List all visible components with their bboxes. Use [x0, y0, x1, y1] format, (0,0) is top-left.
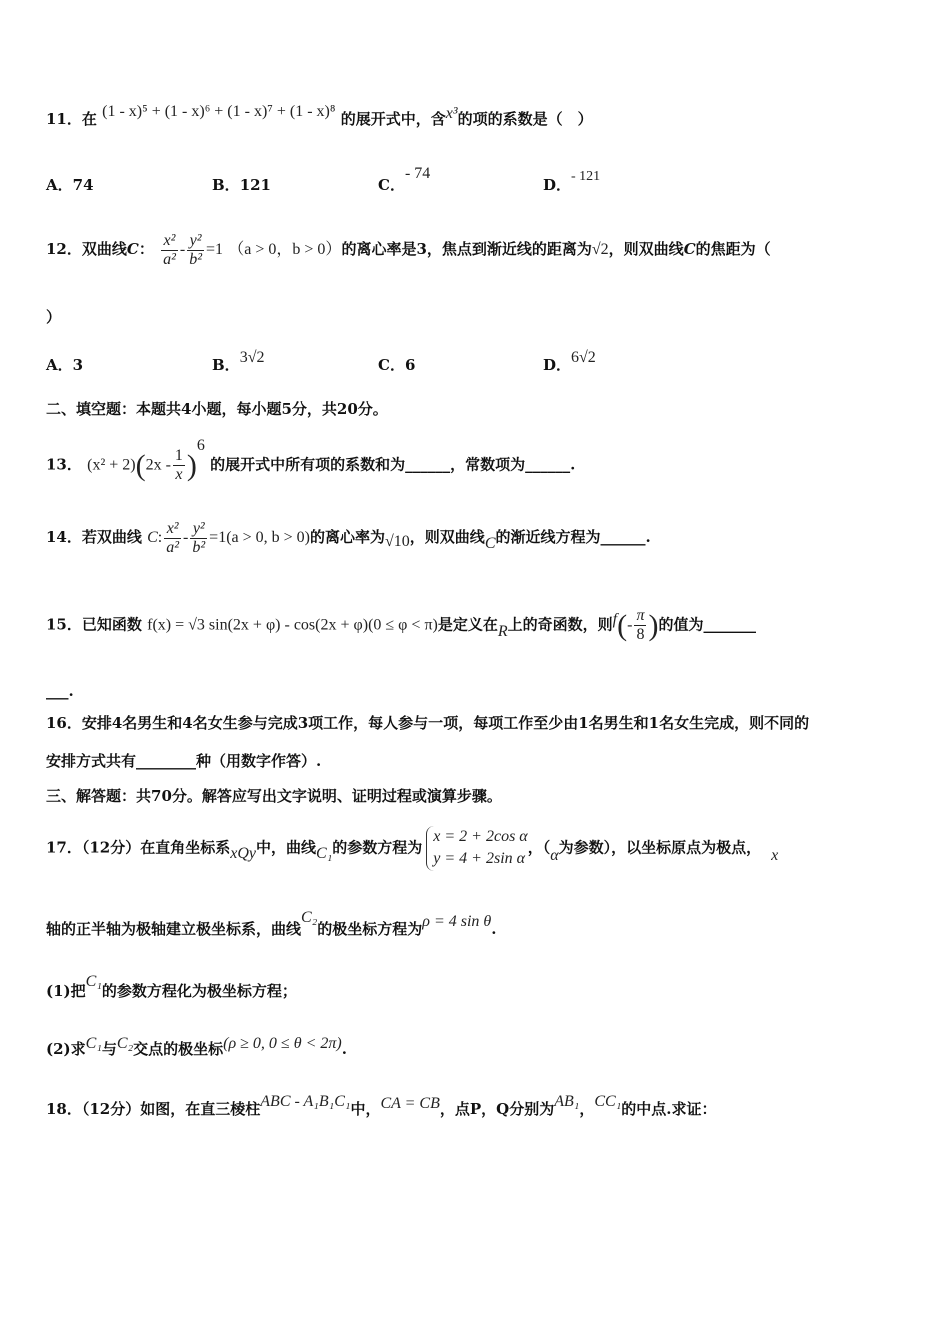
math-expression: (1 - x)⁵ + (1 - x)⁶ + (1 - x)⁷ + (1 - x)⁸ [102, 103, 336, 120]
math-expression: ABC - A₁B₁C₁ [260, 1093, 351, 1110]
question-12-close: ） [46, 308, 62, 326]
question-17-part-2: (2)求C₁与C₂交点的极坐标(ρ ≥ 0, 0 ≤ θ < 2π). [46, 1035, 347, 1058]
question-text: 已知函数 [81, 615, 142, 634]
option-a[interactable]: A．3 [46, 356, 84, 374]
question-text: 轴的正半轴为极轴建立极坐标系，曲线 [46, 920, 302, 938]
option-d[interactable]: D．6√2 [543, 349, 596, 374]
question-number: 13． [46, 455, 82, 474]
question-16-line-2: 安排方式共有________种（用数字作答）. [46, 752, 322, 770]
question-12: 12．双曲线C： $\frac{\text{x²}}{\text{a²}}$ - $\frac{\text{y²}}{\text{b²}}$ =1 （a > 0，b > 0）的离心率是3，焦点到渐近线的距离为√2，则双曲线C的焦距为（ [46, 232, 771, 268]
math-expression: √2 [591, 241, 609, 259]
question-17-part-1: (1)把C₁的参数方程化为极坐标方程； [46, 973, 297, 1000]
question-11 [46, 103, 906, 131]
question-15: 15．已知函数 f(x) = √3 sin(2x + φ) - cos(2x + φ)(0 ≤ φ < π)是定义在R上的奇函数，则f(- $\frac{\pi}{8}$ )的值为_______ [46, 607, 756, 643]
question-text: 的离心率是3，焦点到渐近线的距离为 [341, 240, 592, 259]
question-18: 18．（12分）如图，在直三棱柱ABC - A₁B₁C₁中，CA = CB，点P，Q分别为AB₁，CC₁的中点.求证： [46, 1093, 717, 1118]
question-text: （12分）如图，在直三棱柱 [81, 1100, 261, 1118]
math-expression: f(x) = √3 sin(2x + φ) - cos(2x + φ)(0 ≤ φ < π) [147, 616, 438, 634]
question-16-line-1: 16．安排4名男生和4名女生参与完成3项工作，每人参与一项，每项工作至少由1名男生和1名女生完成，则不同的 [46, 714, 810, 732]
question-text: 的展开式中所有项的系数和为______，常数项为______. [210, 455, 576, 474]
option-c[interactable]: C．6 [378, 356, 416, 374]
question-text: 中，曲线 [256, 838, 317, 857]
question-number: 18． [46, 1100, 82, 1118]
fraction-x2-a2: $\frac{\text{x²}}{\text{a²}}$ [163, 232, 176, 268]
fraction-x2-a2: $\frac{\text{x²}}{\text{a²}}$ [166, 520, 180, 556]
question-text: 的项的系数是（ ） [457, 110, 593, 128]
fraction-y2-b2: $\frac{\text{y²}}{\text{b²}}$ [192, 520, 206, 556]
option-d[interactable]: D．- 121 [543, 169, 601, 194]
question-text: 是定义在 [437, 615, 498, 634]
question-13: 13． (x² + 2)(2x - $\frac{1}{x}$ )$^6$ 的展开式中所有项的系数和为______，常数项为______. [46, 436, 576, 483]
condition: （a > 0，b > 0） [228, 241, 342, 259]
question-text: 的值为_______ [658, 615, 756, 634]
math-expression: =1 [206, 241, 224, 259]
question-17-line-2: 轴的正半轴为极轴建立极坐标系，曲线C₂的极坐标方程为ρ = 4 sin θ. [46, 909, 497, 938]
question-text: （12分）在直角坐标系 [81, 838, 231, 857]
math-expression: √10 [385, 533, 410, 551]
curve-name: C [126, 240, 139, 259]
question-text: 的焦距为（ [695, 240, 771, 259]
parametric-equations: x = 2 + 2cos α y = 4 + 2sin α [426, 826, 527, 871]
math-expression: ρ = 4 sin θ [422, 913, 492, 930]
condition: =1(a > 0, b > 0) [209, 529, 310, 547]
question-number: 11． [46, 110, 82, 128]
question-text: 在 [81, 110, 97, 128]
question-text: ，则双曲线 [409, 528, 485, 547]
question-text: ，（ [527, 838, 551, 857]
question-number: 17． [46, 838, 82, 857]
option-b[interactable]: B．3√2 [212, 349, 265, 374]
section-heading-fill-in: 二、填空题：本题共4小题，每小题5分，共20分。 [46, 400, 388, 418]
question-number: 15． [46, 615, 82, 634]
section-heading-solve: 三、解答题：共70分。解答应写出文字说明、证明过程或演算步骤。 [46, 787, 502, 805]
question-text: ，则双曲线 [608, 240, 684, 259]
question-text: 上的奇函数，则 [507, 615, 613, 634]
question-text: 的参数方程为 [332, 838, 423, 857]
question-17: 17．（12分）在直角坐标系xQy中，曲线C₁的参数方程为 x = 2 + 2cos α y = 4 + 2sin α ，（α为参数），以坐标原点为极点， x [46, 826, 906, 871]
math-expression: CA = CB [380, 1095, 440, 1112]
question-text: 的极坐标方程为 [317, 920, 423, 938]
math-expression: (x² + 2) [87, 456, 136, 474]
question-text: 的渐近线方程为______. [495, 528, 651, 547]
question-number: 12． [46, 240, 82, 259]
math-term: x³ [445, 105, 458, 122]
option-c[interactable]: C．- 74 [378, 165, 431, 194]
option-a[interactable]: A．74 [46, 176, 94, 194]
option-b[interactable]: B．121 [212, 176, 271, 194]
question-text: ，点P，Q分别为 [439, 1100, 555, 1118]
question-15-continued: ___. [46, 682, 74, 700]
question-text: 中， [350, 1100, 381, 1118]
fraction-y2-b2: $\frac{\text{y²}}{\text{b²}}$ [189, 232, 203, 268]
question-text: 若双曲线 [81, 528, 142, 547]
question-text: 的展开式中，含 [340, 110, 446, 128]
question-text: 的中点.求证： [621, 1100, 717, 1118]
question-text: 双曲线 [81, 240, 127, 259]
fraction-pi-8: $\frac{\pi}{8}$ [636, 607, 645, 643]
question-14: 14．若双曲线 C: $\frac{\text{x²}}{\text{a²}}$ - $\frac{\text{y²}}{\text{b²}}$ =1(a > 0, b > 0)的离心率为√10，则双曲线C的渐近线方程为______. [46, 520, 651, 556]
fraction-1-x: $\frac{1}{x}$ [174, 447, 183, 483]
question-text: 的离心率为 [310, 528, 386, 547]
question-text: 为参数），以坐标原点为极点， [558, 838, 762, 857]
question-number: 14． [46, 528, 82, 547]
math-expression: (ρ ≥ 0, 0 ≤ θ < 2π) [223, 1035, 342, 1052]
